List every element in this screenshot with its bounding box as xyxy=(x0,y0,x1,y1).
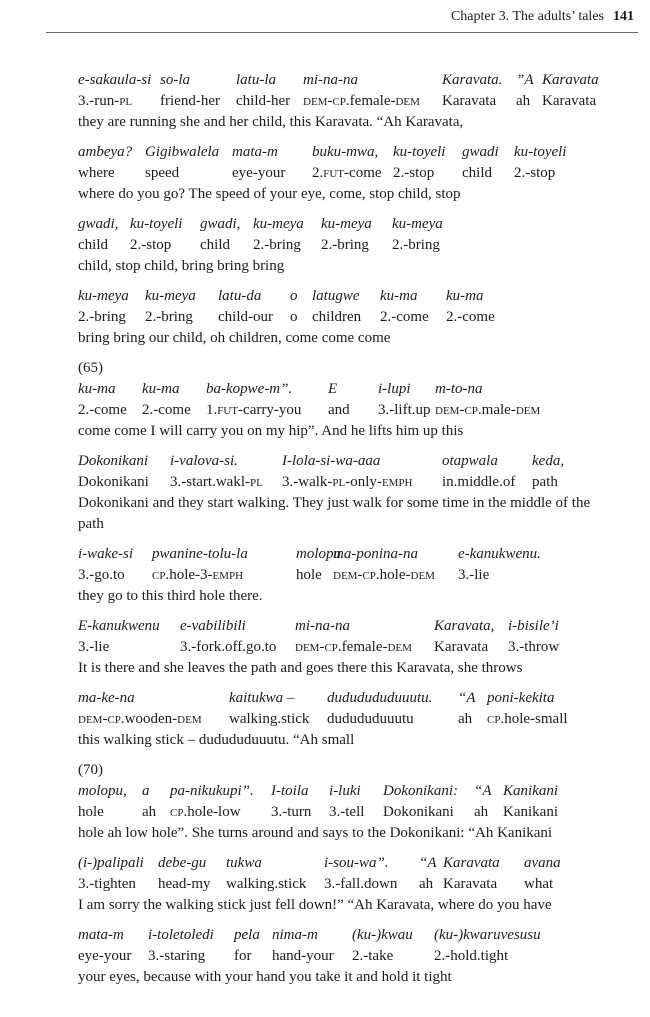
gloss-word: child xyxy=(200,237,230,253)
gloss-word: 2.-bring xyxy=(321,237,369,253)
example-block xyxy=(78,451,608,535)
source-word: Karavata xyxy=(443,855,500,871)
source-line xyxy=(78,781,608,802)
gloss-word: child xyxy=(78,237,108,253)
gloss-word: head-my xyxy=(158,876,211,892)
source-word: Karavata xyxy=(542,72,599,88)
gloss-word: ah xyxy=(516,93,531,109)
gloss-word: cp.hole-small xyxy=(487,711,568,727)
gloss-word: ah xyxy=(419,876,434,892)
source-word: ku-ma xyxy=(78,381,116,397)
gloss-word: in.middle.of xyxy=(442,474,516,490)
source-word: pela xyxy=(234,927,260,943)
source-word: mi-na-na xyxy=(295,618,350,634)
free-translation: bring bring our child, oh children, come come come xyxy=(78,330,391,346)
gloss-word: 1.fut-carry-you xyxy=(206,402,302,418)
example-block xyxy=(78,925,608,988)
source-line xyxy=(78,925,608,946)
gloss-line xyxy=(78,472,608,493)
source-word: gwadi, xyxy=(78,216,119,232)
gloss-word: 3.-run-pl xyxy=(78,93,133,109)
source-word: I-lola-si-wa-aaa xyxy=(282,453,381,469)
interlinear-text xyxy=(78,70,608,997)
gloss-word: 2.-bring xyxy=(78,309,126,325)
source-word: i-lupi xyxy=(378,381,411,397)
free-translation: they are running she and her child, this Karavata. “Ah Karavata, xyxy=(78,114,464,130)
gloss-word: 3.-start.wakl-pl xyxy=(170,474,263,490)
source-line xyxy=(78,214,608,235)
gloss-word: cp.hole-low xyxy=(170,804,241,820)
gloss-word: child-our xyxy=(218,309,273,325)
gloss-word: walking.stick xyxy=(229,711,310,727)
source-line xyxy=(78,616,608,637)
gloss-word: 2.-come xyxy=(78,402,127,418)
free-translation: they go to this third hole there. xyxy=(78,588,263,604)
example-block xyxy=(78,214,608,277)
gloss-word: Karavata xyxy=(542,93,597,109)
gloss-word: dem-cp.male-dem xyxy=(435,402,541,418)
free-translation: come come I will carry you on my hip”. And he lifts him up this xyxy=(78,423,464,439)
source-word: so-la xyxy=(160,72,190,88)
source-word: ku-meya xyxy=(145,288,196,304)
source-word: otapwala xyxy=(442,453,498,469)
source-line xyxy=(78,286,608,307)
example-block xyxy=(78,70,608,133)
source-word: ku-meya xyxy=(253,216,304,232)
gloss-word: 3.-walk-pl-only-emph xyxy=(282,474,413,490)
example-block xyxy=(78,853,608,916)
source-line xyxy=(78,544,608,565)
gloss-word: 3.-turn xyxy=(271,804,312,820)
example-block xyxy=(78,142,608,205)
source-word: molopu, xyxy=(78,783,127,799)
gloss-line xyxy=(78,91,608,112)
source-word: e-sakaula-si xyxy=(78,72,152,88)
source-word: keda, xyxy=(532,453,565,469)
source-word: molopu xyxy=(296,546,341,562)
source-word: I-toila xyxy=(271,783,309,799)
example-block xyxy=(78,688,608,751)
gloss-word: child-her xyxy=(236,93,291,109)
source-word: i-valova-si. xyxy=(170,453,238,469)
free-translation: It is there and she leaves the path and goes there this Karavata, she throws xyxy=(78,660,523,676)
example-number: (70) xyxy=(78,762,103,778)
free-translation: I am sorry the walking stick just fell down!” “Ah Karavata, where do you have xyxy=(78,897,552,913)
source-word: Karavata. xyxy=(442,72,503,88)
source-word: ku-meya xyxy=(78,288,129,304)
gloss-line xyxy=(78,874,608,895)
page-number: 141 xyxy=(613,9,634,24)
gloss-word: dem-cp.female-dem xyxy=(295,639,412,655)
gloss-line xyxy=(78,946,608,967)
example-block xyxy=(78,544,608,607)
source-word: ma-ponina-na xyxy=(333,546,418,562)
gloss-line xyxy=(78,163,608,184)
source-word: i-luki xyxy=(329,783,361,799)
gloss-word: 2.-stop xyxy=(130,237,172,253)
source-word: mata-m xyxy=(78,927,124,943)
example-block xyxy=(78,760,608,844)
source-word: Kanikani xyxy=(503,783,558,799)
source-word: ku-ma xyxy=(446,288,484,304)
gloss-word: 3.-lie xyxy=(78,639,110,655)
gloss-word: 3.-tell xyxy=(329,804,365,820)
gloss-word: cp.hole-3-emph xyxy=(152,567,244,583)
gloss-line xyxy=(78,235,608,256)
source-word: buku-mwa, xyxy=(312,144,379,160)
source-word: nima-m xyxy=(272,927,318,943)
source-word: ”A xyxy=(516,72,534,88)
gloss-word: 3.-go.to xyxy=(78,567,125,583)
source-word: E xyxy=(328,381,338,397)
gloss-word: Dokonikani xyxy=(383,804,454,820)
gloss-word: 3.-fork.off.go.to xyxy=(180,639,277,655)
gloss-word: 2.-hold.tight xyxy=(434,948,509,964)
gloss-word: Dokonikani xyxy=(78,474,149,490)
source-word: poni-kekita xyxy=(487,690,555,706)
source-word: ba-kopwe-m”. xyxy=(206,381,293,397)
source-word: ku-toyeli xyxy=(514,144,567,160)
gloss-word: eye-your xyxy=(232,165,286,181)
gloss-word: children xyxy=(312,309,362,325)
gloss-word: 3.-staring xyxy=(148,948,206,964)
source-word: Karavata, xyxy=(434,618,495,634)
free-translation: your eyes, because with your hand you take it and hold it tight xyxy=(78,969,452,985)
gloss-word: Karavata xyxy=(442,93,497,109)
gloss-word: for xyxy=(234,948,252,964)
gloss-line xyxy=(78,400,608,421)
gloss-word: dem-cp.hole-dem xyxy=(333,567,435,583)
gloss-word: friend-her xyxy=(160,93,220,109)
source-word: i-wake-si xyxy=(78,546,133,562)
example-block xyxy=(78,286,608,349)
source-line xyxy=(78,70,608,91)
gloss-word: ah xyxy=(142,804,157,820)
source-word: tukwa xyxy=(226,855,262,871)
source-word: e-kanukwenu. xyxy=(458,546,541,562)
gloss-word: dudududuuutu xyxy=(327,711,414,727)
source-word: debe-gu xyxy=(158,855,207,871)
gloss-word: dem-cp.wooden-dem xyxy=(78,711,202,727)
gloss-word: dem-cp.female-dem xyxy=(303,93,420,109)
free-translation: this walking stick – dudududuuutu. “Ah small xyxy=(78,732,355,748)
source-word: ku-meya xyxy=(321,216,372,232)
gloss-line xyxy=(78,565,608,586)
source-word: ma-ke-na xyxy=(78,690,135,706)
gloss-word: 2.-stop xyxy=(393,165,435,181)
gloss-word: eye-your xyxy=(78,948,132,964)
source-word: latugwe xyxy=(312,288,360,304)
source-word: “A xyxy=(419,855,437,871)
source-word: E-kanukwenu xyxy=(78,618,160,634)
gloss-word: Kanikani xyxy=(503,804,558,820)
free-translation: hole ah low hole”. She turns around and says to the Dokonikani: “Ah Kanikani xyxy=(78,825,553,841)
gloss-line xyxy=(78,802,608,823)
source-word: latu-da xyxy=(218,288,262,304)
source-line xyxy=(78,853,608,874)
source-word: (ku-)kwaruvesusu xyxy=(434,927,541,943)
gloss-word: path xyxy=(532,474,558,490)
example-number: (65) xyxy=(78,360,103,376)
example-block xyxy=(78,358,608,442)
source-word: kaitukwa – xyxy=(229,690,295,706)
source-line xyxy=(78,142,608,163)
gloss-word: hand-your xyxy=(272,948,334,964)
source-word: latu-la xyxy=(236,72,276,88)
source-word: “A xyxy=(474,783,492,799)
source-word: i-toletoledi xyxy=(148,927,214,943)
gloss-word: 2.-bring xyxy=(253,237,301,253)
gloss-word: 2.-come xyxy=(446,309,495,325)
source-word: ku-ma xyxy=(142,381,180,397)
header-rule xyxy=(46,32,638,33)
source-word: gwadi, xyxy=(200,216,241,232)
gloss-word: ah xyxy=(474,804,489,820)
source-word: i-bisile’i xyxy=(508,618,559,634)
running-header xyxy=(0,0,650,34)
source-word: Gigibwalela xyxy=(145,144,220,160)
source-word: o xyxy=(290,288,298,304)
gloss-word: walking.stick xyxy=(226,876,307,892)
gloss-word: and xyxy=(328,402,350,418)
gloss-word: 3.-fall.down xyxy=(324,876,398,892)
gloss-word: ah xyxy=(458,711,473,727)
gloss-line xyxy=(78,637,608,658)
gloss-word: 3.-tighten xyxy=(78,876,136,892)
gloss-word: 2.-come xyxy=(380,309,429,325)
source-word: a xyxy=(142,783,150,799)
source-word: Dokonikani: xyxy=(383,783,458,799)
source-word: gwadi xyxy=(462,144,499,160)
gloss-word: 2.fut-come xyxy=(312,165,382,181)
gloss-word: 2.-come xyxy=(142,402,191,418)
gloss-word: Karavata xyxy=(443,876,498,892)
source-word: ku-toyeli xyxy=(130,216,183,232)
gloss-word: 3.-throw xyxy=(508,639,560,655)
gloss-word: hole xyxy=(78,804,104,820)
chapter-title: Chapter 3. The adults’ tales xyxy=(450,9,604,24)
gloss-word: what xyxy=(524,876,554,892)
source-word: mi-na-na xyxy=(303,72,358,88)
source-word: m-to-na xyxy=(435,381,483,397)
gloss-word: 3.-lie xyxy=(458,567,490,583)
free-translation: Dokonikani and they start walking. They just walk for some time in the middle of the path xyxy=(78,495,591,532)
gloss-line xyxy=(78,307,608,328)
source-word: pwanine-tolu-la xyxy=(152,546,248,562)
gloss-word: where xyxy=(78,165,115,181)
gloss-word: child xyxy=(462,165,492,181)
source-word: (ku-)kwau xyxy=(352,927,413,943)
source-word: avana xyxy=(524,855,561,871)
source-word: pa-nikukupi”. xyxy=(170,783,254,799)
source-word: ku-meya xyxy=(392,216,443,232)
source-word: i-sou-wa”. xyxy=(324,855,389,871)
gloss-word: 2.-bring xyxy=(392,237,440,253)
source-word: dududududuuutu. xyxy=(327,690,433,706)
gloss-word: o xyxy=(290,309,298,325)
source-word: ku-toyeli xyxy=(393,144,446,160)
free-translation: where do you go? The speed of your eye, come, stop child, stop xyxy=(78,186,461,202)
source-word: mata-m xyxy=(232,144,278,160)
gloss-word: 2.-take xyxy=(352,948,394,964)
source-word: e-vabilibili xyxy=(180,618,246,634)
gloss-line xyxy=(78,709,608,730)
free-translation: child, stop child, bring bring bring xyxy=(78,258,285,274)
source-line xyxy=(78,688,608,709)
source-line xyxy=(78,379,608,400)
gloss-word: Karavata xyxy=(434,639,489,655)
gloss-word: 2.-stop xyxy=(514,165,556,181)
source-word: (i-)palipali xyxy=(78,855,144,871)
source-word: “A xyxy=(458,690,476,706)
source-line xyxy=(78,451,608,472)
gloss-word: hole xyxy=(296,567,322,583)
gloss-word: 3.-lift.up xyxy=(378,402,431,418)
example-block xyxy=(78,616,608,679)
gloss-word: 2.-bring xyxy=(145,309,193,325)
source-word: Dokonikani xyxy=(78,453,148,469)
gloss-word: speed xyxy=(145,165,180,181)
source-word: ku-ma xyxy=(380,288,418,304)
source-word: ambeya? xyxy=(78,144,133,160)
